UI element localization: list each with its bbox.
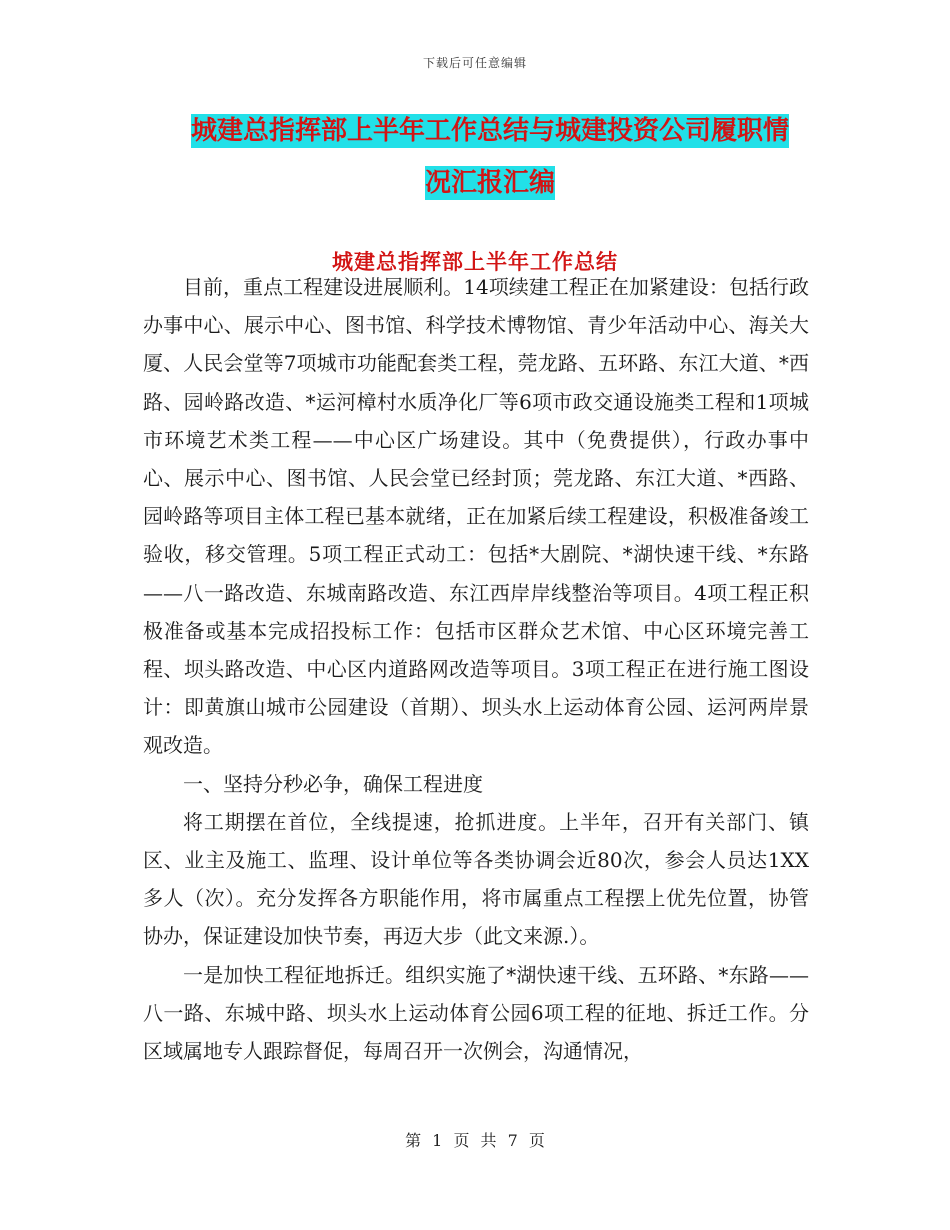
document-title [140, 105, 840, 209]
page-footer: 第 1 页 共 7 页 [405, 1131, 545, 1150]
paragraph-heading: 一、坚持分秒必争，确保工程进度 [183, 771, 483, 796]
paragraph: 一是加快工程征地拆迁。组织实施了*湖快速干线、五环路、*东路——八一路、东城中路、坝头水上运动体育公园6项工程的征地、拆迁工作。分区域属地专人跟踪督促，每周召开一次例会，沟通情况， [143, 962, 809, 1064]
document-title-line-2: 况汇报汇编 [424, 168, 555, 198]
document-title-line-1: 城建总指挥部上半年工作总结与城建投资公司履职情 [190, 116, 789, 146]
paragraph: 将工期摆在首位，全线提速，抢抓进度。上半年，召开有关部门、镇区、业主及施工、监理、设计单位等各类协调会近80次，参会人员达1XX多人（次）。充分发挥各方职能作用，将市属重点工程摆上优先位置，协管协办，保证建设加快节奏，再迈大步（此文来源.）。 [143, 809, 809, 949]
body-text [143, 268, 809, 1070]
section-title: 城建总指挥部上半年工作总结 [332, 249, 618, 274]
header-note: 下载后可任意编辑 [422, 56, 527, 70]
paragraph: 目前，重点工程建设进展顺利。14项续建工程正在加紧建设：包括行政办事中心、展示中心、图书馆、科学技术博物馆、青少年活动中心、海关大厦、人民会堂等7项城市功能配套类工程，莞龙路、五环路、东江大道、*西路、园岭路改造、*运河樟村水质净化厂等6项市政交通设施类工程和1项城市环境艺术类工程——中心区广场建设。其中（免费提供），行政办事中心、展示中心、图书馆、人民会堂已经封顶；莞龙路、东江大道、*西路、园岭路等项目主体工程已基本就绪，正在加紧后续工程建设，积极准备竣工验收，移交管理。5项工程正式动工：包括*大剧院、*湖快速干线、*东路——八一路改造、东城南路改造、东江西岸岸线整治等项目。4项工程正积极准备或基本完成招投标工作：包括市区群众艺术馆、中心区环境完善工程、坝头路改造、中心区内道路网改造等项目。3项工程正在进行施工图设计：即黄旗山城市公园建设（首期）、坝头水上运动体育公园、运河两岸景观改造。 [143, 275, 809, 758]
